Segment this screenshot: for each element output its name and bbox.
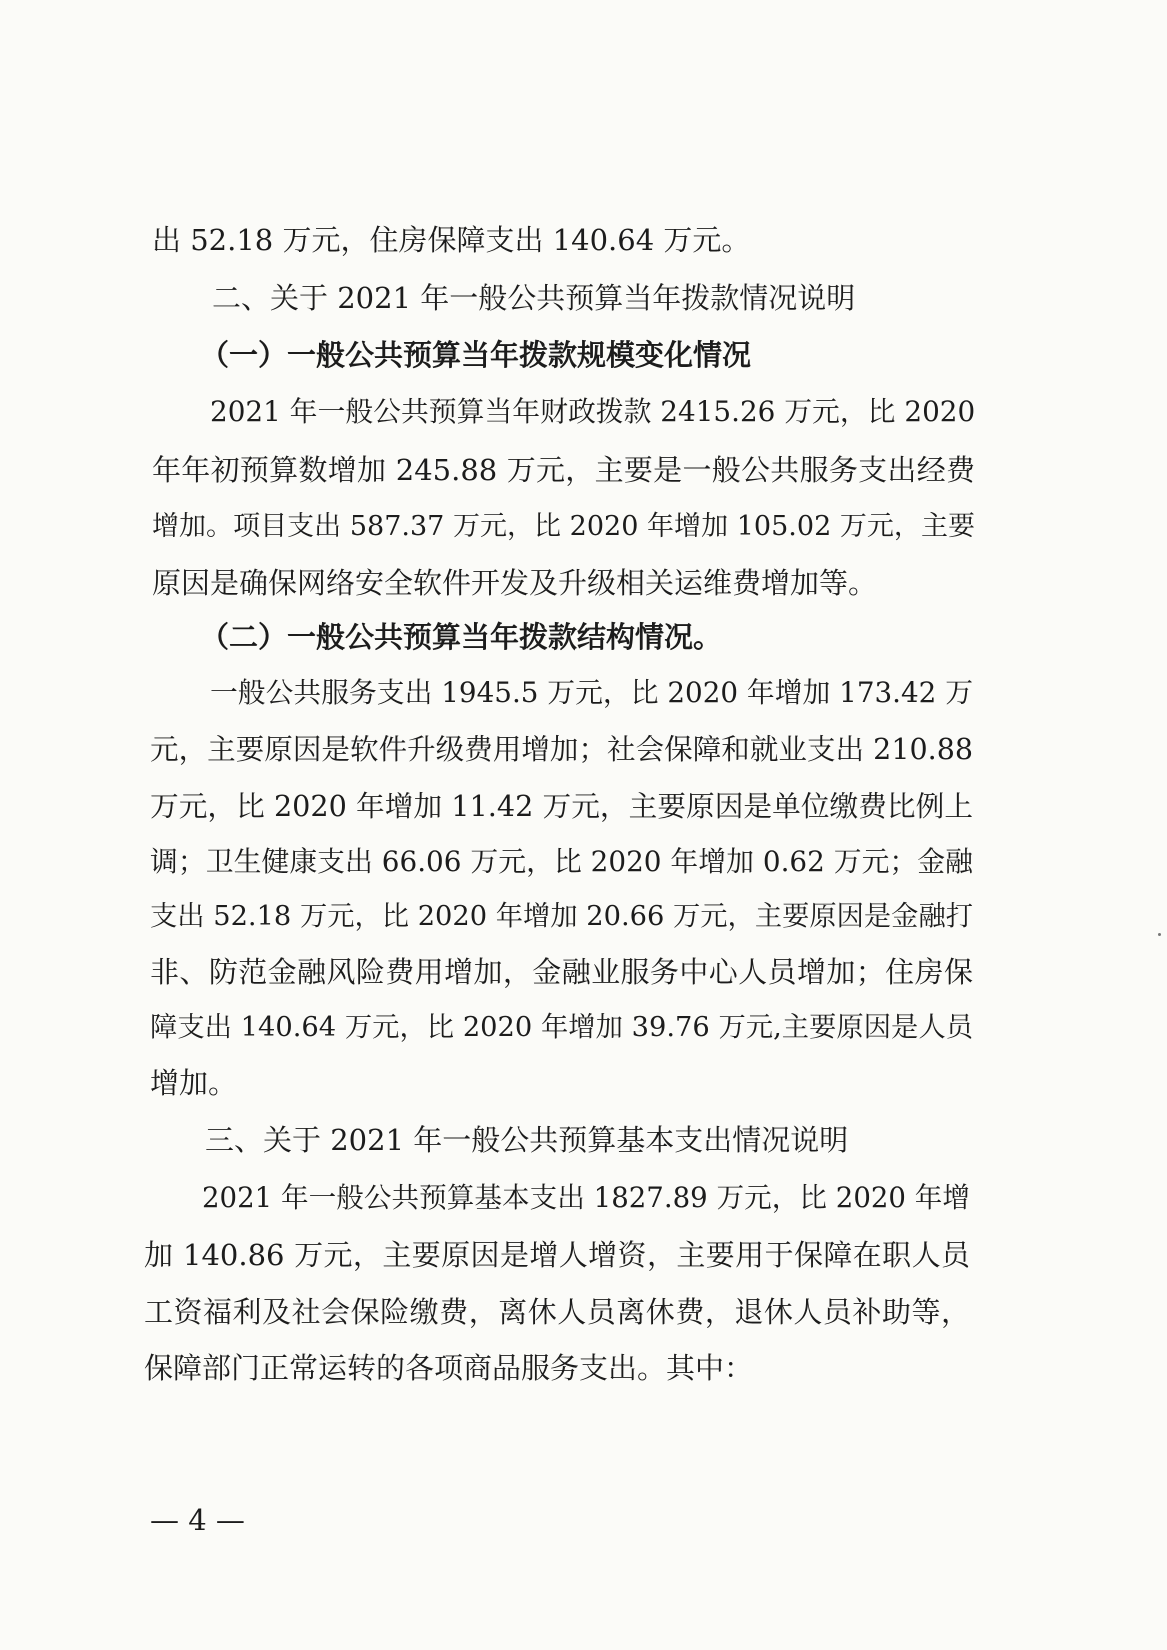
paragraph-line (0, 563, 1167, 603)
line-text: 元，主要原因是软件升级费用增加；社会保障和就业支出 210.88 (150, 733, 973, 766)
section-heading (0, 1120, 1167, 1160)
paragraph-line (0, 730, 1167, 770)
paragraph-line (0, 842, 1167, 882)
line-text: 障支出 140.64 万元，比 2020 年增加 39.76 万元,主要原因是人员 (150, 1012, 973, 1043)
paragraph-line (0, 1348, 1167, 1388)
line-text: 万元，比 2020 年增加 11.42 万元，主要原因是单位缴费比例上 (150, 789, 973, 823)
line-text: 加 140.86 万元，主要原因是增人增资，主要用于保障在职人员 (144, 1238, 970, 1272)
paragraph-line (0, 1292, 1167, 1332)
paragraph-line (0, 507, 1167, 547)
line-text: 保障部门正常运转的各项商品服务支出。其中： (144, 1351, 754, 1385)
subsection-heading (0, 335, 1167, 375)
line-text: 2021 年一般公共预算当年财政拨款 2415.26 万元，比 2020 (210, 395, 976, 428)
paragraph-line (0, 952, 1167, 992)
line-text: 支出 52.18 万元，比 2020 年增加 20.66 万元，主要原因是金融打 (150, 901, 973, 932)
page-number: — 4 — (150, 1503, 245, 1537)
line-text: 原因是确保网络安全软件开发及升级相关运维费增加等。 (152, 566, 878, 600)
line-text: 增加。项目支出 587.37 万元，比 2020 年增加 105.02 万元，主要 (152, 511, 975, 542)
section-heading (0, 278, 1167, 318)
line-text: 一般公共服务支出 1945.5 万元，比 2020 年增加 173.42 万 (210, 676, 973, 709)
paragraph-line (0, 1235, 1167, 1275)
line-text: 出 52.18 万元，住房保障支出 140.64 万元。 (152, 223, 751, 257)
line-text: 年年初预算数增加 245.88 万元，主要是一般公共服务支出经费 (152, 453, 975, 487)
text-line (0, 220, 1167, 260)
paragraph-line (0, 450, 1167, 490)
paragraph-line (0, 1063, 1167, 1103)
paragraph-line (0, 1008, 1167, 1048)
line-text: 二、关于 2021 年一般公共预算当年拨款情况说明 (212, 281, 856, 315)
paragraph-line (0, 673, 1167, 713)
paragraph-line (0, 392, 1167, 432)
scan-speck (1158, 933, 1161, 936)
line-text: 非、防范金融风险费用增加，金融业服务中心人员增加；住房保 (150, 955, 973, 989)
subsection-heading (0, 617, 1167, 657)
line-text: （一）一般公共预算当年拨款规模变化情况 (200, 338, 752, 372)
line-text: 2021 年一般公共预算基本支出 1827.89 万元，比 2020 年增 (202, 1181, 970, 1214)
paragraph-line (0, 786, 1167, 826)
paragraph-line (0, 897, 1167, 937)
line-text: （二）一般公共预算当年拨款结构情况。 (200, 620, 723, 654)
line-text: 三、关于 2021 年一般公共预算基本支出情况说明 (205, 1123, 849, 1157)
line-text: 调；卫生健康支出 66.06 万元，比 2020 年增加 0.62 万元；金融 (150, 845, 973, 878)
line-text: 增加。 (150, 1066, 238, 1100)
paragraph-line (0, 1178, 1167, 1218)
line-text: 工资福利及社会保险缴费，离休人员离休费，退休人员补助等， (144, 1295, 970, 1329)
